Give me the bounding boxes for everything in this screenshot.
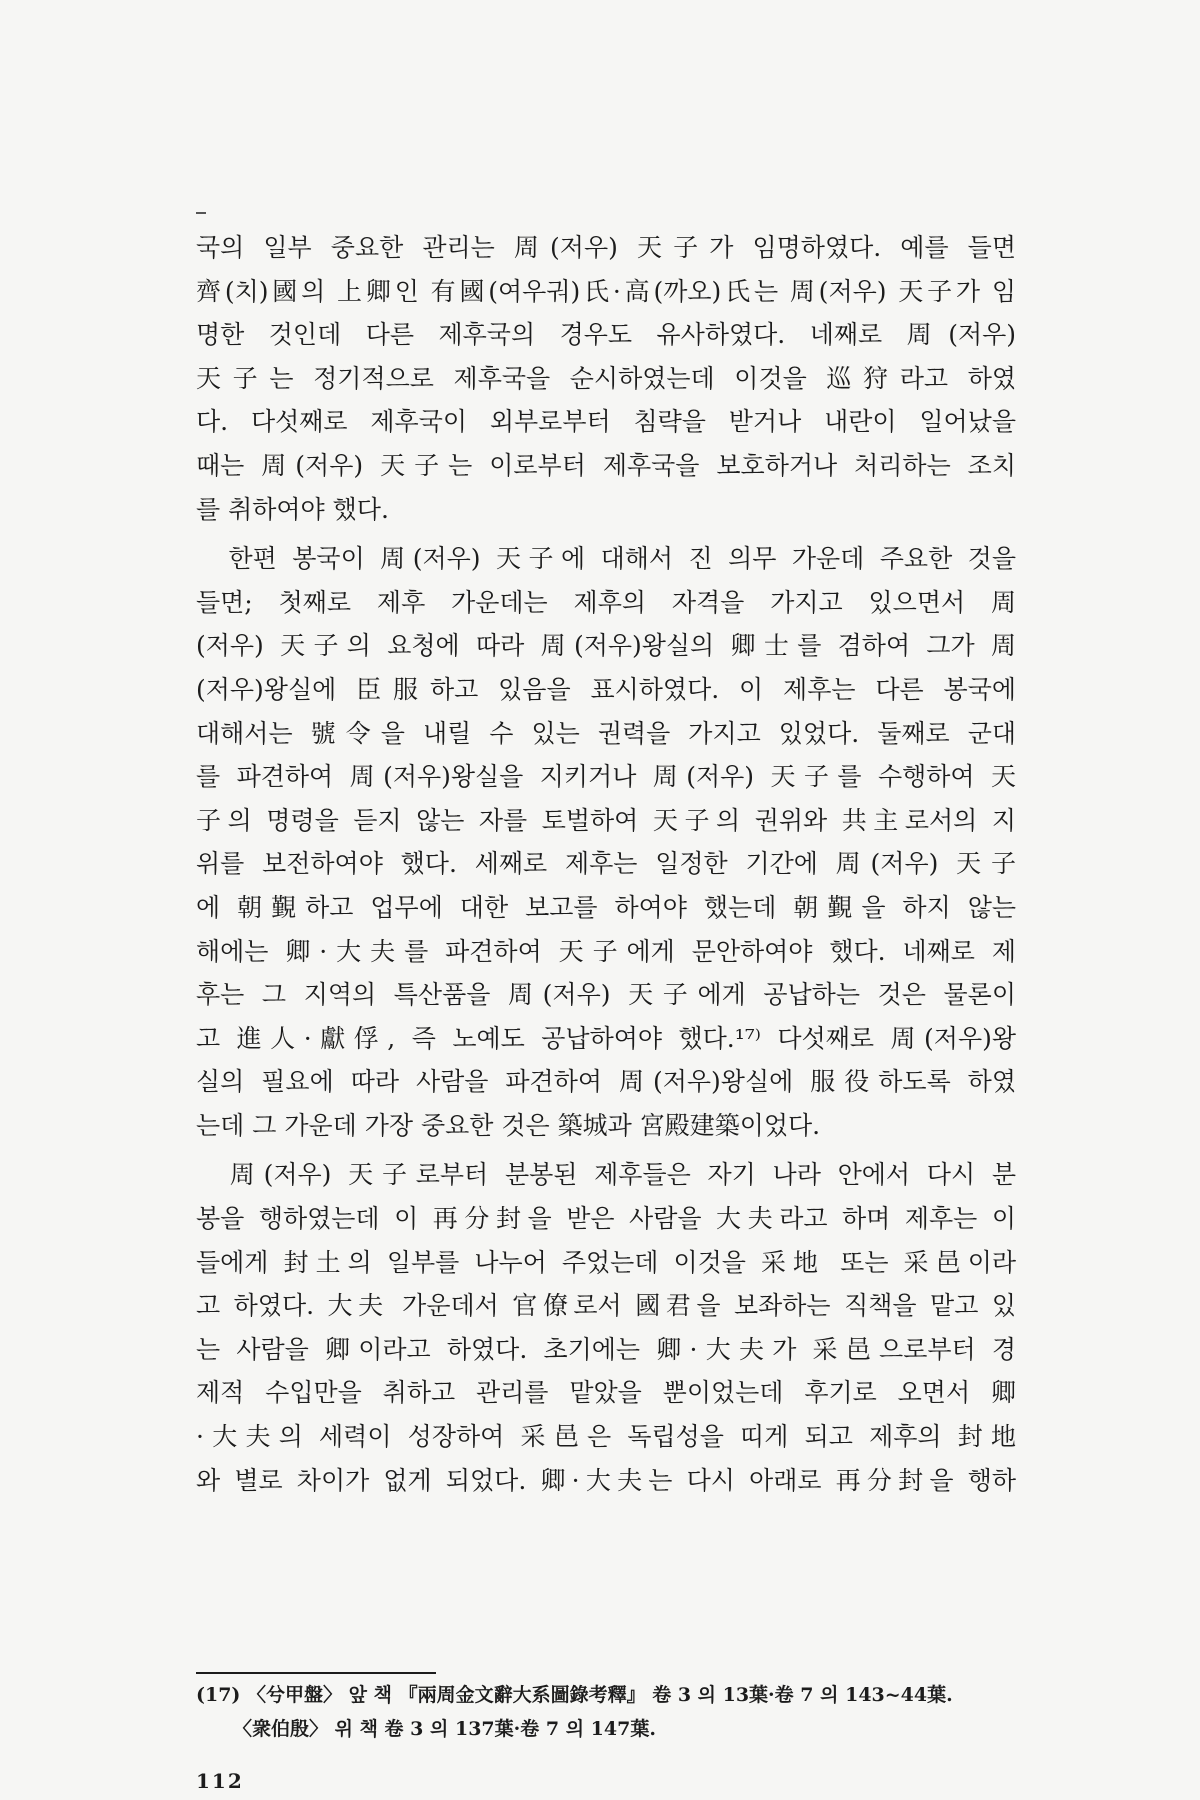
text-line: 국의 일부 중요한 관리는 周(저우) 天子가 임명하였다. 예를 들면 — [196, 233, 1016, 262]
footnotes — [196, 1678, 1026, 1746]
text-line: 대해서는 號令을 내릴 수 있는 권력을 가지고 있었다. 둘째로 군대 — [196, 718, 1016, 748]
page-mark — [196, 212, 206, 214]
text-line: 후는 그 지역의 특산품을 周(저우) 天子에게 공납하는 것은 물론이 — [196, 980, 1016, 1010]
page-number: 112 — [196, 1769, 244, 1793]
text-line: 제적 수입만을 취하고 관리를 맡았을 뿐이었는데 후기로 오면서 卿 — [196, 1378, 1016, 1408]
text-line: 실의 필요에 따라 사람을 파견하여 周(저우)왕실에 服役하도록 하였 — [196, 1067, 1016, 1097]
text-line: 고 進人·獻俘, 즉 노예도 공납하여야 했다.¹⁷⁾ 다섯째로 周(저우)왕 — [196, 1023, 1016, 1053]
text-line: 고 하였다. 大夫 가운데서 官僚로서 國君을 보좌하는 직책을 맡고 있 — [196, 1291, 1016, 1321]
body-text — [196, 226, 1016, 1502]
text-line: 齊(치)國의 上卿인 有國(여우궈)氏·高(까오)氏는 周(저우) 天子가 임 — [196, 276, 1016, 306]
footnote-divider — [196, 1672, 436, 1674]
footnote-17: (17) 〈兮甲盤〉 앞 책 『兩周金文辭大系圖錄考釋』 卷 3 의 13葉·卷 7 의 143~44葉. — [196, 1684, 953, 1706]
paragraph-3 — [196, 1153, 1016, 1502]
paragraph-1 — [196, 226, 1016, 531]
paragraph-2 — [196, 537, 1016, 1147]
footnote-17-continued: 〈衆伯殷〉 위 책 卷 3 의 137葉·卷 7 의 147葉. — [233, 1718, 656, 1740]
text-line: 위를 보전하여야 했다. 세째로 제후는 일정한 기간에 周(저우) 天子 — [196, 849, 1016, 879]
text-line: 명한 것인데 다른 제후국의 경우도 유사하였다. 네째로 周(저우) — [196, 320, 1016, 350]
text-line: 를 파견하여 周(저우)왕실을 지키거나 周(저우) 天子를 수행하여 天 — [196, 762, 1016, 792]
text-line: (저우) 天子의 요청에 따라 周(저우)왕실의 卿士를 겸하여 그가 周 — [196, 631, 1016, 661]
text-line: 들면; 첫째로 제후 가운데는 제후의 자격을 가지고 있으면서 周 — [196, 587, 1016, 617]
text-line: 다. 다섯째로 제후국이 외부로부터 침략을 받거나 내란이 일어났을 — [196, 407, 1016, 437]
text-line: 天子는 정기적으로 제후국을 순시하였는데 이것을 巡狩라고 하였 — [196, 363, 1016, 393]
text-line: 한편 봉국이 周(저우) 天子에 대해서 진 의무 가운데 주요한 것을 — [196, 544, 1016, 574]
text-line: 를 취하여야 했다. — [196, 494, 389, 524]
text-line: 에 朝覲하고 업무에 대한 보고를 하여야 했는데 朝覲을 하지 않는 — [196, 892, 1016, 922]
text-line: 는 사람을 卿이라고 하였다. 초기에는 卿·大夫가 采邑으로부터 경 — [196, 1334, 1016, 1364]
text-line: 봉을 행하였는데 이 再分封을 받은 사람을 大夫라고 하며 제후는 이 — [196, 1204, 1016, 1234]
text-line: ·大夫의 세력이 성장하여 采邑은 독립성을 띠게 되고 제후의 封地 — [196, 1422, 1016, 1452]
text-line: 들에게 封土의 일부를 나누어 주었는데 이것을 采地 또는 采邑이라 — [196, 1247, 1016, 1277]
text-line: 는데 그 가운데 가장 중요한 것은 築城과 宮殿建築이었다. — [196, 1110, 821, 1140]
text-line: 周(저우) 天子로부터 분봉된 제후들은 자기 나라 안에서 다시 분 — [196, 1160, 1016, 1190]
text-line: 子의 명령을 듣지 않는 자를 토벌하여 天子의 권위와 共主로서의 지 — [196, 805, 1016, 835]
text-line: (저우)왕실에 臣服하고 있음을 표시하였다. 이 제후는 다른 봉국에 — [196, 674, 1016, 704]
text-line: 때는 周(저우) 天子는 이로부터 제후국을 보호하거나 처리하는 조치 — [196, 450, 1016, 480]
text-line: 해에는 卿·大夫를 파견하여 天子에게 문안하여야 했다. 네째로 제 — [196, 936, 1016, 966]
text-line: 와 별로 차이가 없게 되었다. 卿·大夫는 다시 아래로 再分封을 행하 — [196, 1465, 1016, 1495]
